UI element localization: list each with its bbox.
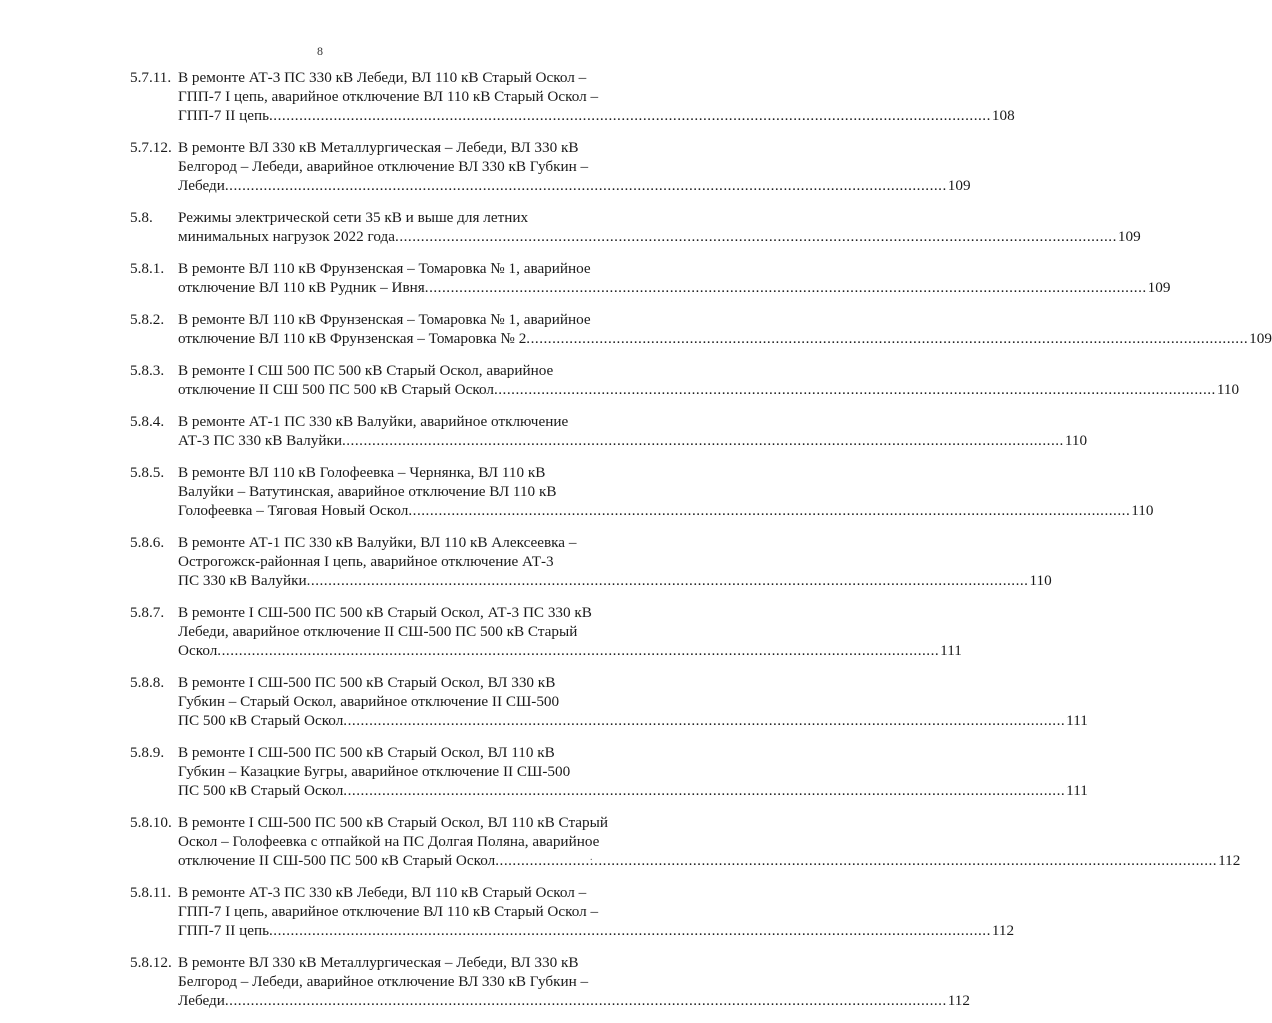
toc-entry-last-line (178, 991, 970, 1010)
toc-entry-last-line (178, 106, 1015, 125)
toc-entry-body (178, 259, 1170, 297)
toc-entry-last-line (178, 176, 971, 195)
toc-entry-body (178, 463, 1153, 520)
toc-entry-line: Валуйки – Ватутинская, аварийное отключение ВЛ 110 кВ (178, 483, 557, 500)
toc-dot-leader (343, 711, 1065, 730)
toc-entry-last-line (178, 278, 1170, 297)
toc-entry-line: В ремонте ВЛ 110 кВ Голофеевка – Чернянка, ВЛ 110 кВ (178, 464, 546, 481)
toc-entry-last-line (178, 711, 1088, 730)
toc-entry-last-line (178, 227, 1141, 246)
toc-entry-number: 5.8.9. (130, 744, 165, 761)
toc-entry-tail-text: ПС 500 кВ Старый Оскол (178, 782, 344, 799)
toc-entry-tail-text: отключение ВЛ 110 кВ Рудник – Ивня (178, 279, 425, 296)
toc-entry-line: ГПП-7 I цепь, аварийное отключение ВЛ 110 кВ Старый Оскол – (178, 903, 599, 920)
toc-entry-tail-text: минимальных нагрузок 2022 года (178, 228, 396, 245)
toc-entry (130, 361, 1240, 399)
toc-entry (130, 412, 1088, 450)
toc-entry-line: Режимы электрической сети 35 кВ и выше для летних (178, 209, 529, 226)
toc-entry (130, 310, 1272, 348)
toc-entry-number: 5.8.7. (130, 604, 165, 621)
toc-entry-tail-text: ГПП-7 II цепь (178, 922, 269, 939)
toc-page-number: 112 (1218, 852, 1241, 869)
toc-entry-tail-text: отключение II СШ-500 ПС 500 кВ Старый Оскол (178, 852, 496, 869)
toc-page-number: 111 (1066, 712, 1088, 729)
toc-entry-body (178, 310, 1272, 348)
toc-entry-line: В ремонте АТ-1 ПС 330 кВ Валуйки, ВЛ 110 кВ Алексеевка – (178, 534, 577, 551)
toc-entry-tail-text: ПС 330 кВ Валуйки (178, 572, 307, 589)
toc-dot-leader (495, 851, 1217, 870)
toc-entry-number: 5.8. (130, 209, 153, 226)
toc-entry-last-line (178, 641, 962, 660)
toc-entry-tail-text: ПС 500 кВ Старый Оскол (178, 712, 344, 729)
toc-entry-body (178, 138, 971, 195)
toc-dot-leader (395, 227, 1117, 246)
toc-entry-body (178, 412, 1087, 450)
toc-entry-line: В ремонте АТ-3 ПС 330 кВ Лебеди, ВЛ 110 кВ Старый Оскол – (178, 69, 587, 86)
toc-entry (130, 208, 1141, 246)
toc-entry-last-line (178, 431, 1087, 450)
toc-entry-last-line (178, 380, 1239, 399)
toc-entry-number: 5.8.11. (130, 884, 172, 901)
toc-dot-leader (307, 571, 1029, 590)
toc-entry-body (178, 533, 1052, 590)
toc-entry-tail-text: отключение ВЛ 110 кВ Фрунзенская – Томаровка № 2 (178, 330, 527, 347)
toc-entry-number: 5.8.2. (130, 311, 165, 328)
toc-dot-leader (225, 991, 947, 1010)
toc-page-number: 111 (1066, 782, 1088, 799)
toc-entry-tail-text: АТ-3 ПС 330 кВ Валуйки (178, 432, 342, 449)
table-of-contents (130, 68, 1272, 1023)
toc-entry-body (178, 361, 1239, 399)
toc-entry-line: ГПП-7 I цепь, аварийное отключение ВЛ 110 кВ Старый Оскол – (178, 88, 599, 105)
toc-entry-tail-text: Лебеди (178, 177, 225, 194)
toc-entry (130, 743, 1088, 800)
toc-dot-leader (343, 781, 1065, 800)
toc-page-number: 108 (991, 107, 1015, 124)
toc-entry-tail-text: Лебеди (178, 992, 225, 1009)
toc-entry-line: Губкин – Казацкие Бугры, аварийное отключение II СШ-500 (178, 763, 571, 780)
toc-entry-line: В ремонте ВЛ 110 кВ Фрунзенская – Томаровка № 1, аварийное (178, 311, 591, 328)
toc-page-number: 109 (947, 177, 971, 194)
toc-dot-leader (408, 501, 1130, 520)
toc-entry (130, 813, 1241, 870)
toc-entry-body (178, 68, 1015, 125)
toc-entry-line: В ремонте I СШ-500 ПС 500 кВ Старый Оскол, ВЛ 330 кВ (178, 674, 556, 691)
toc-entry (130, 883, 1015, 940)
page-number: 8 (317, 44, 323, 58)
toc-dot-leader (425, 278, 1147, 297)
toc-entry-line: Оскол – Голофеевка с отпайкой на ПС Долгая Поляна, аварийное (178, 833, 600, 850)
toc-entry-last-line (178, 501, 1153, 520)
toc-page-number: 110 (1029, 572, 1052, 589)
toc-entry-line: В ремонте I СШ 500 ПС 500 кВ Старый Оскол, аварийное (178, 362, 554, 379)
toc-entry-line: Острогожск-районная I цепь, аварийное отключение АТ-3 (178, 553, 554, 570)
toc-entry-body (178, 883, 1014, 940)
toc-entry-number: 5.8.5. (130, 464, 165, 481)
toc-entry (130, 953, 970, 1010)
toc-entry-tail-text: ГПП-7 II цепь (178, 107, 269, 124)
toc-page-number: 109 (1117, 228, 1141, 245)
toc-page-number: 110 (1064, 432, 1088, 449)
toc-entry-line: В ремонте ВЛ 330 кВ Металлургическая – Лебеди, ВЛ 330 кВ (178, 954, 579, 971)
toc-entry-last-line (178, 921, 1014, 940)
toc-entry-last-line (178, 851, 1240, 870)
toc-entry-tail-text: Голофеевка – Тяговая Новый Оскол (178, 502, 409, 519)
toc-entry-number: 5.8.12. (130, 954, 172, 971)
bottom-mark: . (590, 852, 593, 863)
toc-entry-tail-text: отключение II СШ 500 ПС 500 кВ Старый Оскол (178, 381, 494, 398)
toc-page-number: 112 (991, 922, 1015, 939)
toc-dot-leader (225, 176, 947, 195)
toc-entry-line: В ремонте ВЛ 330 кВ Металлургическая – Лебеди, ВЛ 330 кВ (178, 139, 579, 156)
toc-entry-number: 5.8.8. (130, 674, 165, 691)
toc-entry-number: 5.8.1. (130, 260, 165, 277)
toc-dot-leader (342, 431, 1064, 450)
toc-page-number: 109 (1249, 330, 1272, 347)
toc-entry-number: 5.8.4. (130, 413, 165, 430)
toc-entry-line: В ремонте I СШ-500 ПС 500 кВ Старый Оскол, АТ-3 ПС 330 кВ (178, 604, 592, 621)
toc-entry-number: 5.7.11. (130, 69, 172, 86)
toc-entry (130, 68, 1015, 125)
toc-page-number: 110 (1216, 381, 1240, 398)
toc-entry (130, 673, 1088, 730)
toc-entry-line: В ремонте АТ-3 ПС 330 кВ Лебеди, ВЛ 110 кВ Старый Оскол – (178, 884, 587, 901)
toc-page-number: 110 (1131, 502, 1154, 519)
toc-entry-line: В ремонте I СШ-500 ПС 500 кВ Старый Оскол, ВЛ 110 кВ Старый (178, 814, 608, 831)
toc-entry-body (178, 208, 1141, 246)
toc-entry (130, 138, 971, 195)
toc-dot-leader (217, 641, 939, 660)
toc-entry (130, 533, 1052, 590)
toc-entry-line: Белгород – Лебеди, аварийное отключение ВЛ 330 кВ Губкин – (178, 158, 589, 175)
toc-entry-last-line (178, 329, 1272, 348)
toc-entry-line: В ремонте АТ-1 ПС 330 кВ Валуйки, аварийное отключение (178, 413, 569, 430)
toc-dot-leader (526, 329, 1248, 348)
toc-entry-number: 5.8.3. (130, 362, 165, 379)
toc-page-number: 112 (947, 992, 970, 1009)
toc-entry-line: Губкин – Старый Оскол, аварийное отключение II СШ-500 (178, 693, 560, 710)
toc-entry (130, 259, 1171, 297)
toc-entry-body (178, 953, 970, 1010)
toc-entry-tail-text: Оскол (178, 642, 218, 659)
toc-entry-line: Лебеди, аварийное отключение II СШ-500 ПС 500 кВ Старый (178, 623, 578, 640)
toc-entry-number: 5.8.6. (130, 534, 165, 551)
toc-entry-line: Белгород – Лебеди, аварийное отключение ВЛ 330 кВ Губкин – (178, 973, 589, 990)
toc-page-number: 109 (1147, 279, 1171, 296)
toc-entry-last-line (178, 781, 1088, 800)
toc-entry-body (178, 813, 1240, 870)
toc-entry (130, 603, 962, 660)
toc-entry-body (178, 603, 962, 660)
toc-entry-number: 5.8.10. (130, 814, 172, 831)
toc-entry-number: 5.7.12. (130, 139, 172, 156)
toc-dot-leader (269, 921, 991, 940)
toc-entry-body (178, 673, 1088, 730)
toc-dot-leader (494, 380, 1216, 399)
toc-entry-body (178, 743, 1088, 800)
toc-entry (130, 463, 1154, 520)
toc-page-number: 111 (940, 642, 962, 659)
toc-dot-leader (269, 106, 991, 125)
toc-entry-line: В ремонте ВЛ 110 кВ Фрунзенская – Томаровка № 1, аварийное (178, 260, 591, 277)
toc-entry-last-line (178, 571, 1052, 590)
toc-entry-line: В ремонте I СШ-500 ПС 500 кВ Старый Оскол, ВЛ 110 кВ (178, 744, 555, 761)
